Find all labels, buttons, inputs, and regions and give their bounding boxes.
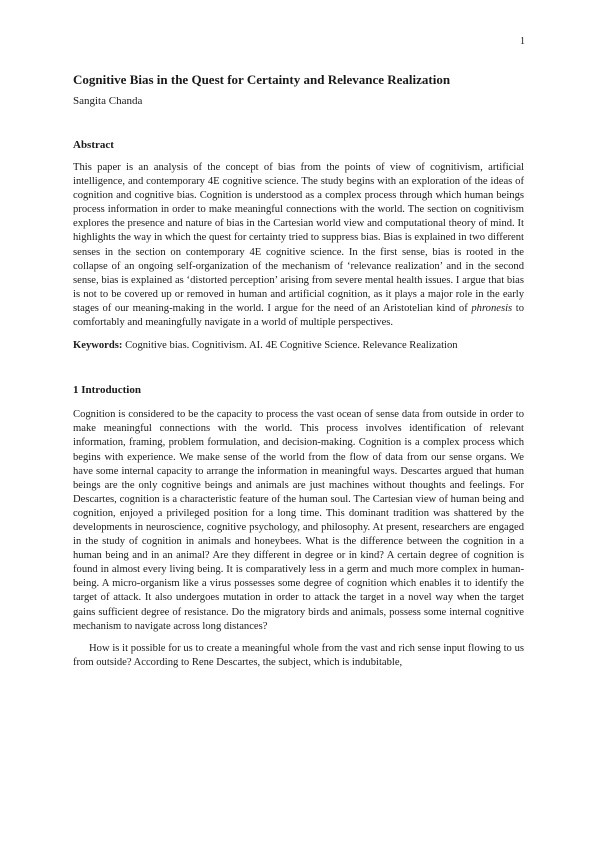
paper-title: Cognitive Bias in the Quest for Certainty and Relevance Realization	[73, 72, 451, 87]
introduction-paragraph-2: How is it possible for us to create a meaningful whole from the vast and rich sense input flowing to us from outside? According to Rene Descartes, the subject, which is indubitable,	[73, 642, 524, 668]
abstract-body	[73, 161, 524, 330]
abstract-text-end: to comfortably and meaningfully navigate in a world of multiple perspectives.	[73, 302, 524, 329]
keywords-text: Cognitive bias. Cognitivism. AI. 4E Cognitive Science. Relevance Realization	[122, 340, 458, 352]
keywords-line	[73, 339, 524, 353]
abstract-italic-term: phronesis	[471, 302, 513, 314]
abstract-heading: Abstract	[73, 139, 114, 151]
introduction-heading: 1 Introduction	[73, 384, 141, 397]
paper-content	[73, 72, 524, 670]
introduction-paragraph-1: Cognition is considered to be the capacity to process the vast ocean of sense data from outside in order to make meaningful connections with the world. This process involves identification of relevant information, framing, problem formulation, and decision-making. Cognition is a complex process which begins with experience. We make sense of the world from the flow of data from our sense organs. We have some internal capacity to arrange the information in meaningful ways. Descartes argued that human beings are the only cognitive beings and animals are just machines without thoughts and feelings. For Descartes, cognition is a characteristic feature of the human soul. The Cartesian view of human being and cognition, enjoyed a privileged position for a long time. This dominant tradition was shattered by the developments in neuroscience, cognitive psychology, and philosophy. At present, researchers are engaged in the study of cognition in animals and honeybees. What is the difference between the cognition in a human being and in an animal? Are they different in degree or in kind? A certain degree of cognition is found in almost every living being. It is comparatively less in a germ and much more complex in human-being. A micro-organism like a virus possesses some degree of cognition which enables it to identify the target of attack. It also undergoes mutation in order to attack the target in a novel way when the target gains sufficient degree of resistance. Do the migratory birds and animals, possess some internal cognitive mechanism to navigate across long distances?	[73, 409, 524, 632]
keywords-label: Keywords:	[73, 340, 123, 352]
abstract-text-main: This paper is an analysis of the concept of bias from the points of view of cognitivism, artificial intelligence, and contemporary 4E cognitive science. The study begins with an exploration of the ideas of cognition and cognitive bias. Cognition is understood as a complex process through which human beings process information in order to make meaningful connections with the world. The section on cognitivism explores the presence and nature of bias in the Cartesian world view and computational theory of mind. It highlights the way in which the quest for certainty tried to suppress bias. Bias is explained in two different senses in the section on contemporary 4E cognitive science. In the first sense, bias is rooted in the collapse of an ongoing self-organization of the mechanism of ‘relevance realization’ and in the second sense, bias is explained as ‘distorted perception’ arising from severe mental health issues. I argue that bias is not to be covered up or removed in human and artificial cognition, as it plays a major role in the early stages of our meaning-making in the world. I argue for the need of an Aristotelian kind of	[73, 162, 524, 314]
author-name: Sangita Chanda	[73, 95, 143, 107]
page-number: 1	[520, 36, 525, 47]
